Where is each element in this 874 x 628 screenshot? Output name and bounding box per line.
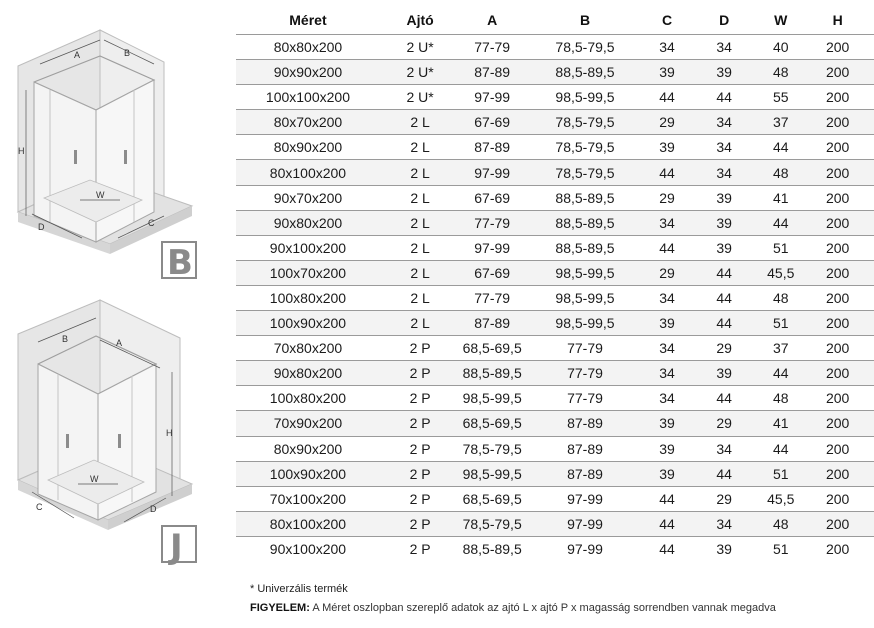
- cell-d: 29: [716, 415, 732, 432]
- cell-w: 48: [772, 390, 789, 407]
- cell-a: 67-69: [474, 264, 511, 281]
- cell-a: 77-79: [474, 39, 511, 56]
- cell-a: 67-69: [474, 189, 511, 206]
- shower-enclosure-b-drawing: [4, 4, 224, 286]
- cell-c: 44: [659, 540, 675, 557]
- cell-w: 40: [772, 39, 789, 56]
- cell-h: 200: [825, 390, 850, 407]
- cell-w: 44: [772, 139, 789, 156]
- cell-c: 44: [659, 490, 675, 507]
- cell-meret: 90x100x200: [269, 239, 347, 256]
- cell-h: 200: [825, 214, 850, 231]
- table-row: [236, 135, 874, 160]
- dimension-d-label: D: [150, 504, 157, 514]
- cell-ajto: 2 L: [410, 139, 430, 156]
- table-row: [236, 160, 874, 185]
- cell-b: 98,5-99,5: [555, 289, 615, 306]
- cell-c: 29: [659, 114, 675, 131]
- cell-c: 29: [659, 189, 675, 206]
- cell-h: 200: [825, 315, 850, 332]
- table-row: [236, 285, 874, 310]
- table-row: [236, 511, 874, 536]
- cell-w: 51: [772, 239, 789, 256]
- cell-h: 200: [825, 64, 850, 81]
- cell-b: 97-99: [567, 515, 603, 532]
- cell-w: 41: [772, 189, 789, 206]
- cell-meret: 90x80x200: [273, 214, 343, 231]
- cell-w: 48: [772, 164, 789, 181]
- cell-d: 44: [716, 264, 732, 281]
- cell-meret: 70x100x200: [269, 490, 347, 507]
- cell-h: 200: [825, 139, 850, 156]
- cell-w: 55: [772, 89, 789, 106]
- cell-a: 97-99: [474, 164, 511, 181]
- cell-d: 44: [716, 315, 732, 332]
- cell-d: 39: [716, 214, 732, 231]
- dimension-a-label: A: [116, 338, 123, 348]
- cell-ajto: 2 P: [409, 440, 431, 457]
- cell-meret: 80x100x200: [269, 164, 347, 181]
- cell-b: 88,5-89,5: [555, 189, 615, 206]
- table-row: [236, 60, 874, 85]
- cell-a: 68,5-69,5: [462, 340, 522, 357]
- cell-ajto: 2 U*: [406, 89, 434, 106]
- size-spec-table: [236, 6, 874, 561]
- cell-d: 29: [716, 490, 732, 507]
- cell-c: 34: [659, 340, 675, 357]
- cell-c: 39: [659, 315, 675, 332]
- cell-c: 34: [659, 289, 675, 306]
- cell-a: 98,5-99,5: [462, 465, 522, 482]
- cell-c: 44: [659, 89, 675, 106]
- cell-meret: 90x70x200: [273, 189, 343, 206]
- cell-ajto: 2 L: [410, 214, 430, 231]
- cell-w: 45,5: [767, 490, 795, 507]
- cell-w: 37: [772, 340, 789, 357]
- cell-meret: 100x90x200: [269, 465, 347, 482]
- cell-b: 88,5-89,5: [555, 239, 615, 256]
- cell-c: 34: [659, 365, 675, 382]
- cell-ajto: 2 P: [409, 390, 431, 407]
- cell-ajto: 2 P: [409, 465, 431, 482]
- cell-a: 68,5-69,5: [462, 490, 522, 507]
- cell-meret: 90x100x200: [269, 540, 347, 557]
- cell-d: 44: [716, 465, 732, 482]
- table-row: [236, 386, 874, 411]
- cell-c: 44: [659, 515, 675, 532]
- cell-ajto: 2 P: [409, 515, 431, 532]
- cell-d: 39: [716, 540, 732, 557]
- cell-b: 88,5-89,5: [555, 214, 615, 231]
- cell-d: 44: [716, 390, 732, 407]
- cell-b: 77-79: [567, 390, 603, 407]
- cell-ajto: 2 P: [409, 340, 431, 357]
- cell-ajto: 2 L: [410, 164, 430, 181]
- cell-b: 87-89: [567, 415, 603, 432]
- type-badge-b: B: [167, 243, 193, 283]
- cell-d: 39: [716, 64, 732, 81]
- cell-meret: 80x90x200: [273, 440, 343, 457]
- cell-meret: 70x90x200: [273, 415, 343, 432]
- dimension-a-label: A: [74, 50, 81, 60]
- dimension-b-label: B: [62, 334, 69, 344]
- cell-ajto: 2 L: [410, 239, 430, 256]
- cell-w: 51: [772, 315, 789, 332]
- cell-w: 48: [772, 515, 789, 532]
- table-row: [236, 486, 874, 511]
- shower-diagram-b: [4, 4, 224, 286]
- cell-h: 200: [825, 365, 850, 382]
- cell-ajto: 2 L: [410, 289, 430, 306]
- cell-a: 77-79: [474, 289, 511, 306]
- cell-b: 98,5-99,5: [555, 264, 615, 281]
- cell-b: 78,5-79,5: [555, 139, 615, 156]
- warning-label: FIGYELEM:: [250, 602, 310, 614]
- cell-d: 39: [716, 365, 732, 382]
- cell-b: 87-89: [567, 440, 603, 457]
- cell-h: 200: [825, 415, 850, 432]
- cell-h: 200: [825, 164, 850, 181]
- cell-ajto: 2 U*: [406, 64, 434, 81]
- cell-meret: 80x80x200: [273, 39, 343, 56]
- cell-ajto: 2 P: [409, 540, 431, 557]
- dimension-c-label: C: [36, 502, 43, 512]
- header-ajto: Ajtó: [406, 12, 434, 28]
- cell-h: 200: [825, 440, 850, 457]
- cell-c: 39: [659, 415, 675, 432]
- dimension-d-label: D: [38, 222, 45, 232]
- cell-ajto: 2 L: [410, 114, 430, 131]
- cell-ajto: 2 L: [410, 189, 430, 206]
- dimension-h-label: H: [18, 146, 25, 156]
- header-w: W: [774, 12, 788, 28]
- cell-a: 87-89: [474, 315, 511, 332]
- cell-b: 78,5-79,5: [555, 114, 615, 131]
- cell-h: 200: [825, 239, 850, 256]
- cell-d: 34: [716, 114, 732, 131]
- cell-h: 200: [825, 340, 850, 357]
- cell-h: 200: [825, 114, 850, 131]
- cell-meret: 100x100x200: [265, 89, 350, 106]
- cell-w: 44: [772, 214, 789, 231]
- cell-ajto: 2 L: [410, 315, 430, 332]
- cell-w: 44: [772, 365, 789, 382]
- cell-d: 34: [716, 164, 732, 181]
- cell-c: 34: [659, 39, 675, 56]
- table-body: [236, 35, 874, 561]
- cell-b: 98,5-99,5: [555, 315, 615, 332]
- cell-d: 34: [716, 39, 732, 56]
- cell-w: 41: [772, 415, 789, 432]
- cell-h: 200: [825, 540, 850, 557]
- cell-h: 200: [825, 289, 850, 306]
- cell-c: 39: [659, 440, 675, 457]
- cell-ajto: 2 U*: [406, 39, 434, 56]
- cell-c: 44: [659, 239, 675, 256]
- cell-meret: 70x80x200: [273, 340, 343, 357]
- cell-b: 97-99: [567, 490, 603, 507]
- shower-enclosure-j-drawing: [4, 294, 224, 576]
- cell-h: 200: [825, 264, 850, 281]
- cell-b: 88,5-89,5: [555, 64, 615, 81]
- cell-c: 39: [659, 465, 675, 482]
- table-row: [236, 411, 874, 436]
- cell-w: 48: [772, 289, 789, 306]
- cell-a: 87-89: [474, 139, 511, 156]
- cell-meret: 80x90x200: [273, 139, 343, 156]
- cell-meret: 90x80x200: [273, 365, 343, 382]
- warning-text: A Méret oszlopban szereplő adatok az ajtó L x ajtó P x magasság sorrendben vannak megadva: [309, 602, 776, 614]
- cell-c: 39: [659, 64, 675, 81]
- header-h: H: [832, 12, 843, 28]
- cell-b: 78,5-79,5: [555, 164, 615, 181]
- table-row: [236, 361, 874, 386]
- cell-d: 34: [716, 139, 732, 156]
- cell-h: 200: [825, 89, 850, 106]
- table-row: [236, 260, 874, 285]
- cell-h: 200: [825, 515, 850, 532]
- cell-a: 97-99: [474, 89, 511, 106]
- table-row: [236, 336, 874, 361]
- cell-c: 44: [659, 164, 675, 181]
- table-row: [236, 185, 874, 210]
- dimension-b-label: B: [124, 48, 131, 58]
- universal-footnote: * Univerzális termék: [250, 583, 348, 595]
- table-row: [236, 110, 874, 135]
- cell-d: 34: [716, 440, 732, 457]
- header-meret: Méret: [289, 12, 327, 28]
- cell-meret: 90x90x200: [273, 64, 343, 81]
- header-a: A: [487, 12, 498, 28]
- cell-b: 97-99: [567, 540, 603, 557]
- cell-w: 44: [772, 440, 789, 457]
- table-row: [236, 210, 874, 235]
- cell-h: 200: [825, 465, 850, 482]
- shower-diagram-j: [4, 294, 224, 576]
- cell-c: 29: [659, 264, 675, 281]
- cell-d: 44: [716, 289, 732, 306]
- dimension-h-label: H: [166, 428, 173, 438]
- cell-d: 44: [716, 89, 732, 106]
- header-d: D: [719, 12, 730, 28]
- cell-c: 34: [659, 390, 675, 407]
- cell-c: 34: [659, 214, 675, 231]
- cell-a: 87-89: [474, 64, 511, 81]
- cell-a: 88,5-89,5: [462, 365, 522, 382]
- dimension-w-label: W: [90, 474, 99, 484]
- cell-w: 45,5: [767, 264, 795, 281]
- table-row: [236, 461, 874, 486]
- table-row: [236, 35, 874, 60]
- cell-a: 97-99: [474, 239, 511, 256]
- cell-b: 87-89: [567, 465, 603, 482]
- table-row: [236, 311, 874, 336]
- cell-b: 77-79: [567, 340, 603, 357]
- header-b: B: [579, 12, 591, 28]
- header-c: C: [661, 12, 673, 28]
- cell-a: 67-69: [474, 114, 511, 131]
- cell-a: 77-79: [474, 214, 511, 231]
- cell-meret: 100x80x200: [269, 390, 347, 407]
- cell-w: 48: [772, 64, 789, 81]
- cell-ajto: 2 P: [409, 365, 431, 382]
- cell-a: 68,5-69,5: [462, 415, 522, 432]
- cell-w: 51: [772, 540, 789, 557]
- cell-d: 34: [716, 515, 732, 532]
- cell-d: 39: [716, 189, 732, 206]
- cell-d: 39: [716, 239, 732, 256]
- cell-ajto: 2 L: [410, 264, 430, 281]
- table-row: [236, 85, 874, 110]
- cell-h: 200: [825, 189, 850, 206]
- cell-a: 98,5-99,5: [462, 390, 522, 407]
- cell-a: 78,5-79,5: [462, 515, 522, 532]
- cell-meret: 80x100x200: [269, 515, 347, 532]
- table-row: [236, 536, 874, 561]
- cell-meret: 100x90x200: [269, 315, 347, 332]
- cell-b: 77-79: [567, 365, 603, 382]
- table-row: [236, 436, 874, 461]
- table-header-row: [236, 6, 874, 35]
- cell-meret: 80x70x200: [273, 114, 343, 131]
- cell-h: 200: [825, 39, 850, 56]
- cell-meret: 100x70x200: [269, 264, 347, 281]
- type-badge-j: J: [170, 527, 183, 567]
- cell-b: 98,5-99,5: [555, 89, 615, 106]
- warning-note: [250, 602, 776, 614]
- cell-w: 51: [772, 465, 789, 482]
- dimension-c-label: C: [148, 218, 155, 228]
- table-row: [236, 235, 874, 260]
- cell-b: 78,5-79,5: [555, 39, 615, 56]
- cell-ajto: 2 P: [409, 415, 431, 432]
- dimension-w-label: W: [96, 190, 105, 200]
- cell-w: 37: [772, 114, 789, 131]
- cell-a: 78,5-79,5: [462, 440, 522, 457]
- cell-h: 200: [825, 490, 850, 507]
- cell-meret: 100x80x200: [269, 289, 347, 306]
- cell-c: 39: [659, 139, 675, 156]
- cell-a: 88,5-89,5: [462, 540, 522, 557]
- cell-d: 29: [716, 340, 732, 357]
- cell-ajto: 2 P: [409, 490, 431, 507]
